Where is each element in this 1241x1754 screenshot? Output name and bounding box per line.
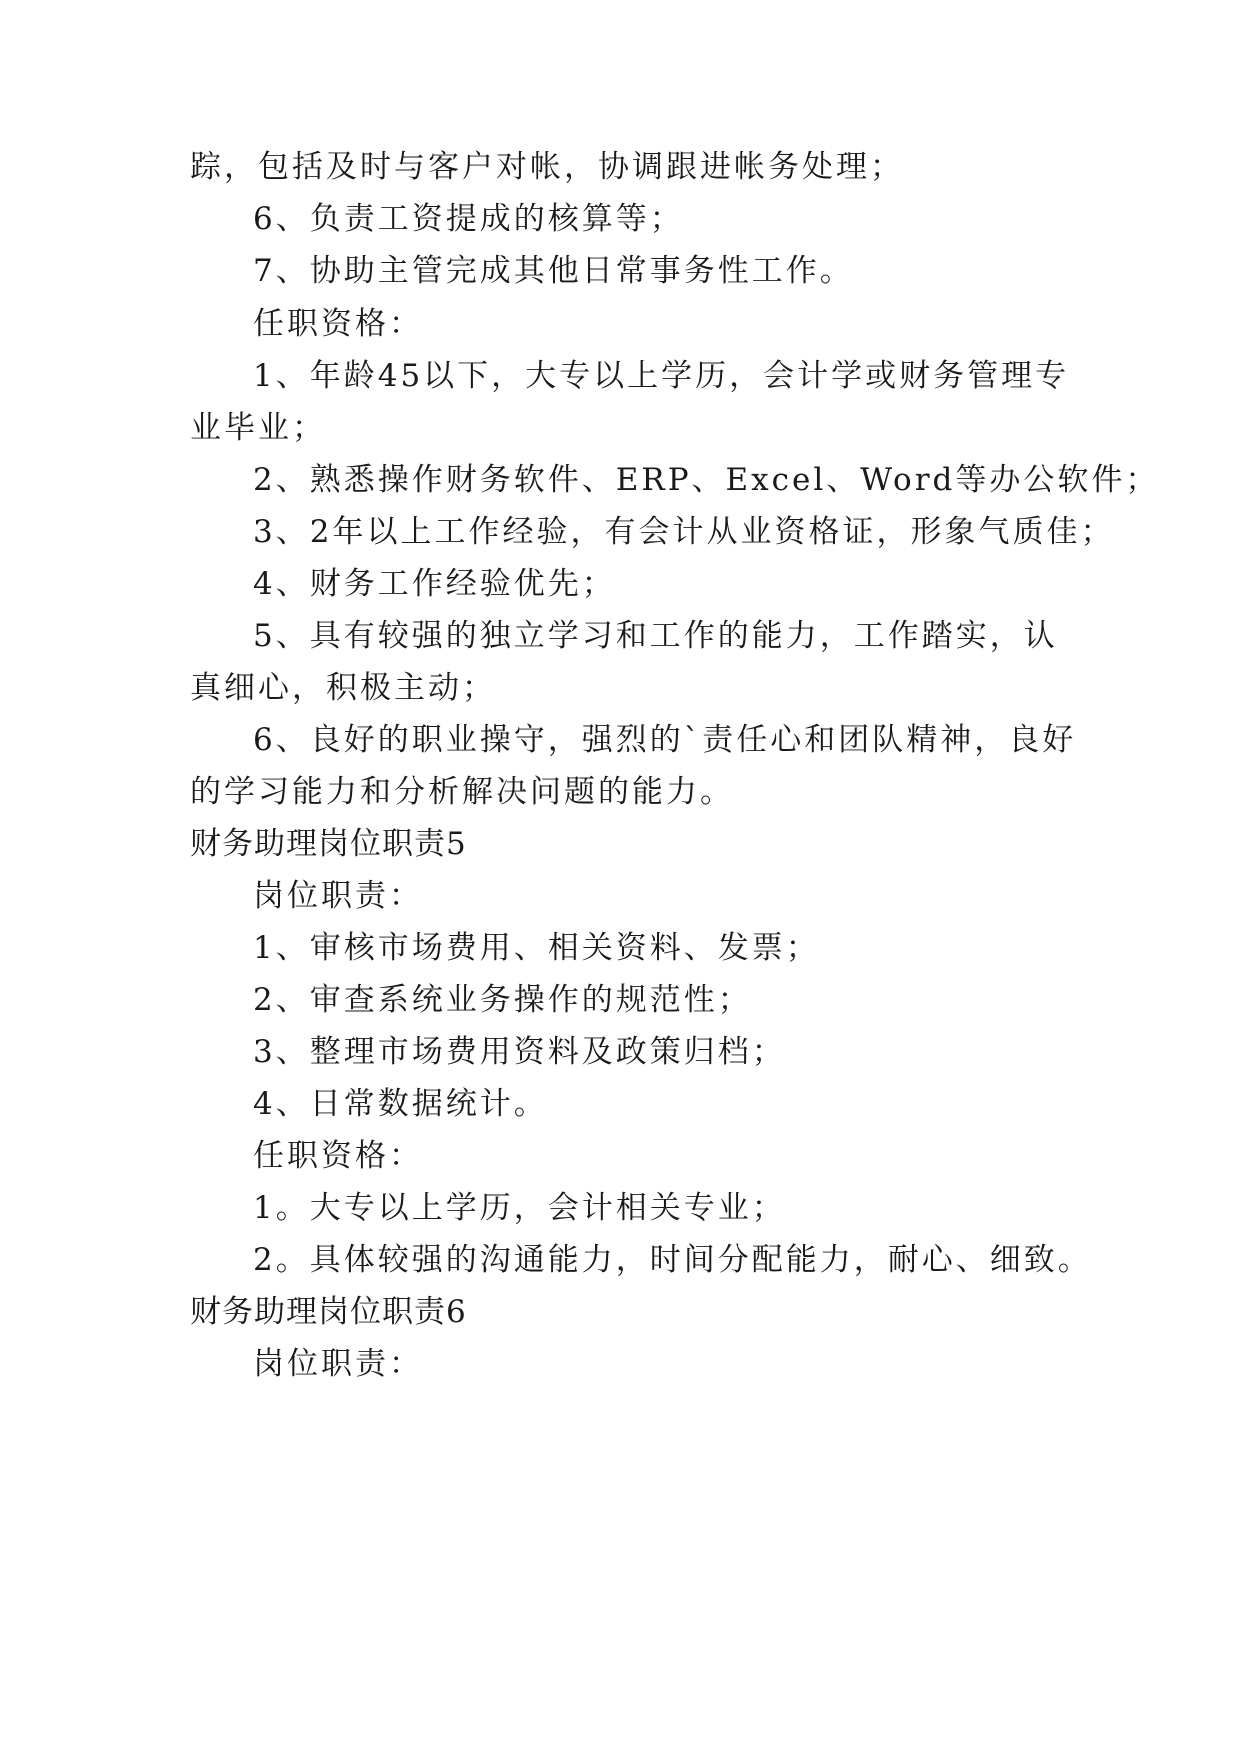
paragraph-line: 3、2年以上工作经验，有会计从业资格证，形象气质佳； xyxy=(253,514,1115,550)
section-label: 岗位职责： xyxy=(253,878,423,914)
paragraph-line: 踪，包括及时与客户对帐，协调跟进帐务处理； xyxy=(190,149,904,185)
paragraph-line: 1、审核市场费用、相关资料、发票； xyxy=(253,930,820,966)
section-heading: 财务助理岗位职责5 xyxy=(190,826,467,862)
paragraph-line: 6、良好的职业操守，强烈的`责任心和团队精神，良好 xyxy=(253,722,1077,758)
paragraph-line: 7、协助主管完成其他日常事务性工作。 xyxy=(253,253,854,289)
paragraph-line: 4、财务工作经验优先； xyxy=(253,566,616,602)
section-label: 岗位职责： xyxy=(253,1346,423,1382)
paragraph-line: 2、熟悉操作财务软件、ERP、Excel、Word等办公软件； xyxy=(253,462,1160,498)
paragraph-line: 2、审查系统业务操作的规范性； xyxy=(253,982,752,1018)
section-heading: 财务助理岗位职责6 xyxy=(190,1294,467,1330)
paragraph-line: 1。大专以上学历，会计相关专业； xyxy=(253,1190,786,1226)
paragraph-line: 业毕业； xyxy=(190,410,326,446)
section-label: 任职资格： xyxy=(253,306,423,342)
paragraph-line: 的学习能力和分析解决问题的能力。 xyxy=(190,774,734,810)
paragraph-line: 6、负责工资提成的核算等； xyxy=(253,201,684,237)
paragraph-line: 2。具体较强的沟通能力，时间分配能力，耐心、细致。 xyxy=(253,1242,1092,1278)
paragraph-line: 5、具有较强的独立学习和工作的能力，工作踏实，认 xyxy=(253,618,1058,654)
paragraph-line: 3、整理市场费用资料及政策归档； xyxy=(253,1034,786,1070)
section-label: 任职资格： xyxy=(253,1138,423,1174)
paragraph-line: 真细心，积极主动； xyxy=(190,670,496,706)
paragraph-line: 1、年龄45以下，大专以上学历，会计学或财务管理专 xyxy=(253,358,1070,394)
paragraph-line: 4、日常数据统计。 xyxy=(253,1086,548,1122)
